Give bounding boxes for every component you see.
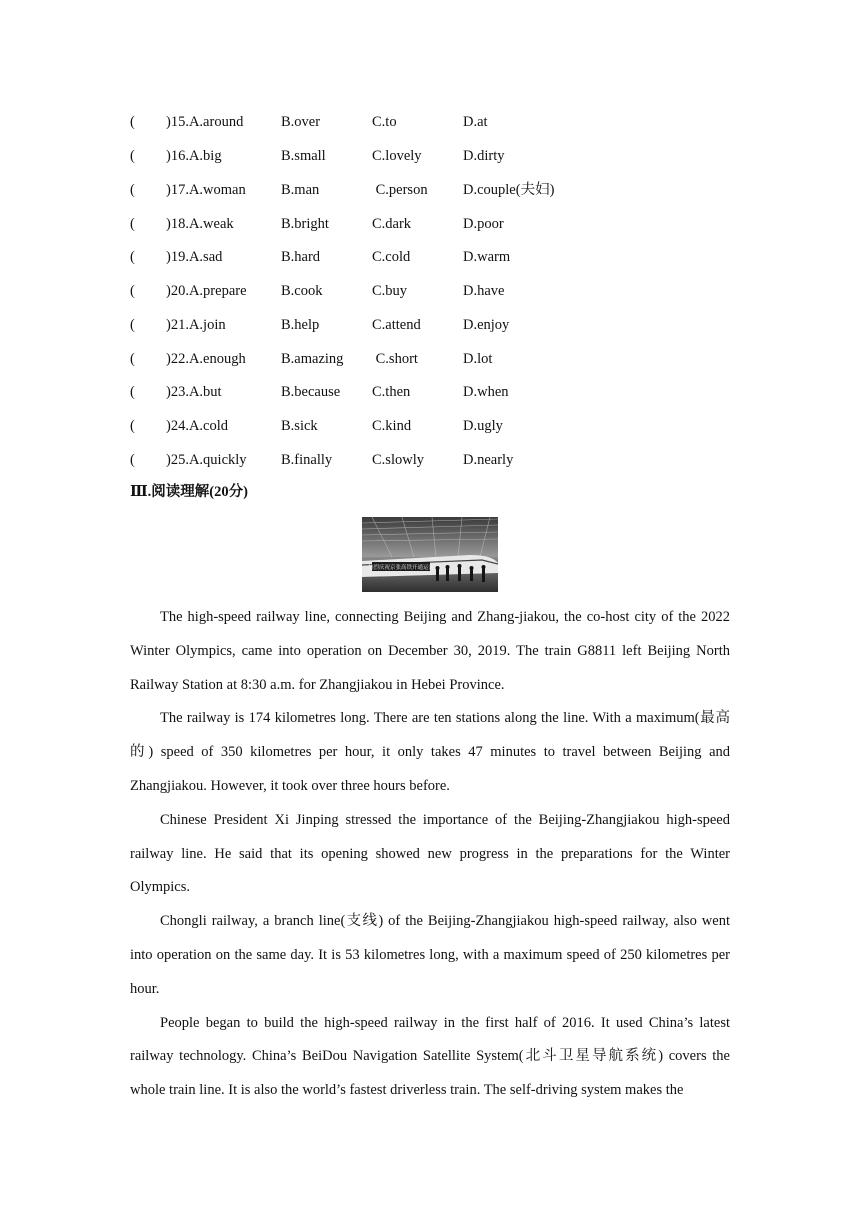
option-a: )20.A.prepare [166, 283, 247, 299]
option-d: D.dirty [463, 148, 505, 164]
option-b: B.sick [281, 418, 318, 434]
option-a: )15.A.around [166, 114, 244, 130]
answer-blank: ( [130, 317, 135, 333]
option-c: C.buy [372, 283, 408, 299]
passage-paragraph: People began to build the high-speed railway in the first half of 2016. It used China’s latest railway technology. China’s BeiDou Navigation Satellite System(北斗卫星导航系统) covers the whole train line. It is also the world’s fastest driverless train. The self-driving system makes the [130, 1014, 730, 1099]
option-d: D.when [463, 384, 509, 400]
option-c: C.dark [372, 216, 412, 232]
answer-blank: ( [130, 114, 135, 130]
option-d: D.warm [463, 249, 511, 265]
option-a: )24.A.cold [166, 418, 229, 434]
option-b: B.hard [281, 249, 321, 265]
option-d: D.nearly [463, 452, 514, 468]
option-d: D.at [463, 114, 488, 130]
option-b: B.amazing [281, 351, 344, 367]
option-b: B.help [281, 317, 320, 333]
train-photo [362, 517, 498, 592]
banner-text: 热烈庆祝京张高铁开通运营 [367, 565, 435, 571]
option-d: D.poor [463, 216, 504, 232]
reading-passage [130, 601, 730, 1108]
option-b: B.over [281, 114, 321, 130]
option-c: C.short [372, 351, 418, 367]
answer-blank: ( [130, 384, 135, 400]
option-b: B.finally [281, 452, 333, 468]
option-b: B.because [281, 384, 341, 400]
answer-blank: ( [130, 351, 135, 367]
option-c: C.to [372, 114, 397, 130]
answer-blank: ( [130, 249, 135, 265]
option-a: )16.A.big [166, 148, 222, 164]
option-c: C.lovely [372, 148, 422, 164]
option-a: )22.A.enough [166, 351, 246, 367]
option-a: )21.A.join [166, 317, 226, 333]
option-a: )19.A.sad [166, 249, 223, 265]
option-c: C.person [372, 182, 428, 198]
option-a: )23.A.but [166, 384, 222, 400]
answer-blank: ( [130, 452, 135, 468]
option-d: D.enjoy [463, 317, 510, 333]
option-c: C.then [372, 384, 411, 400]
passage-paragraph: The high-speed railway line, connecting Beijing and Zhang-jiakou, the co-host city of the 2022 Winter Olympics, came into operation on December 30, 2019. The train G8811 left Beijing North Railway Station at 8:30 a.m. for Zhangjiakou in Hebei Province. [130, 609, 730, 693]
answer-blank: ( [130, 182, 135, 198]
answer-blank: ( [130, 216, 135, 232]
option-d: D.couple(夫妇) [463, 182, 555, 198]
option-c: C.slowly [372, 452, 424, 468]
option-b: B.bright [281, 216, 329, 232]
option-d: D.have [463, 283, 505, 299]
option-b: B.small [281, 148, 326, 164]
answer-blank: ( [130, 418, 135, 434]
section-heading: Ⅲ.阅读理解(20分) [130, 484, 248, 500]
passage-paragraph: Chongli railway, a branch line(支线) of the Beijing-Zhangjiakou high-speed railway, also went into operation on the same day. It is 53 kilometres long, with a maximum speed of 250 kilometres per hour. [130, 913, 730, 997]
option-b: B.man [281, 182, 320, 198]
option-a: )18.A.weak [166, 216, 234, 232]
answer-blank: ( [130, 283, 135, 299]
option-c: C.cold [372, 249, 411, 265]
option-d: D.ugly [463, 418, 503, 434]
option-c: C.kind [372, 418, 412, 434]
passage-paragraph: The railway is 174 kilometres long. There are ten stations along the line. With a maximum(最高的) speed of 350 kilometres per hour, it only takes 47 minutes to travel between Beijing and Zhangjiakou. However, it took over three hours before. [130, 710, 730, 794]
option-a: )25.A.quickly [166, 452, 247, 468]
passage-paragraph: Chinese President Xi Jinping stressed the importance of the Beijing-Zhangjiakou high-speed railway line. He said that its opening showed new progress in the preparations for the Winter Olympics. [130, 811, 730, 896]
option-b: B.cook [281, 283, 323, 299]
option-c: C.attend [372, 317, 421, 333]
option-d: D.lot [463, 351, 493, 367]
option-a: )17.A.woman [166, 182, 246, 198]
answer-blank: ( [130, 148, 135, 164]
